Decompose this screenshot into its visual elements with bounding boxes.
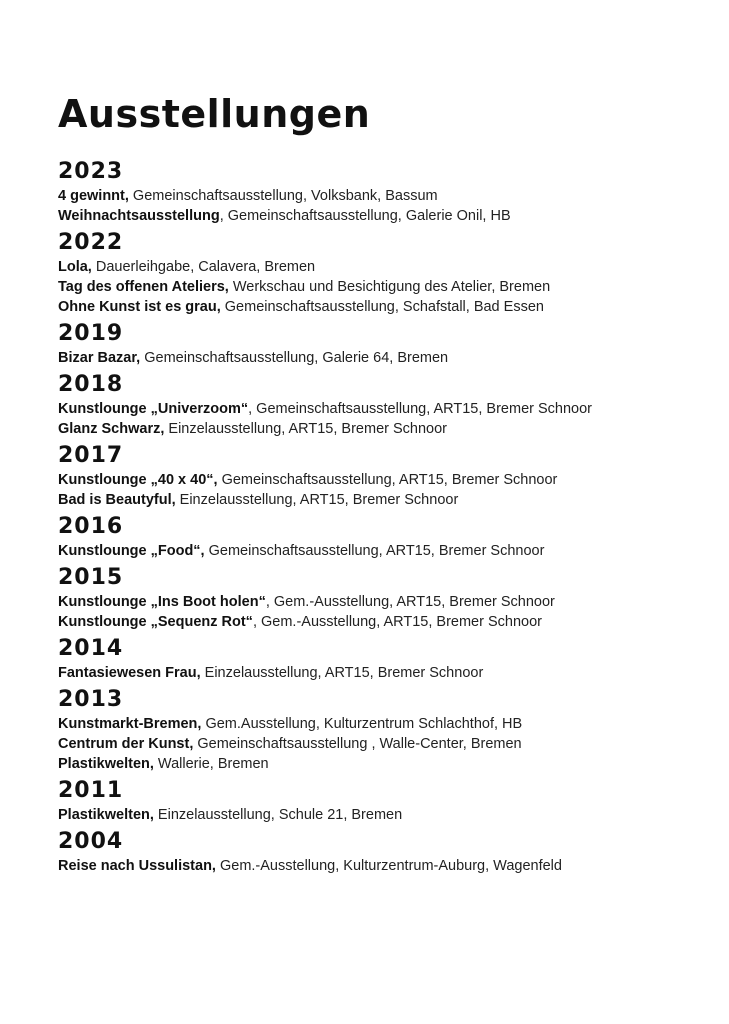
year-heading: 2022 bbox=[58, 230, 124, 255]
exhibition-detail: Gem.Ausstellung, Kulturzentrum Schlachthof, HB bbox=[201, 716, 523, 732]
exhibition-detail: Einzelausstellung, ART15, Bremer Schnoor bbox=[200, 665, 484, 681]
year-heading: 2019 bbox=[58, 321, 124, 346]
exhibition-detail: Einzelausstellung, ART15, Bremer Schnoor bbox=[164, 421, 448, 437]
exhibition-list bbox=[58, 158, 718, 879]
year-section bbox=[58, 320, 718, 368]
exhibition-name: Plastikwelten, bbox=[58, 756, 154, 772]
exhibition-entry bbox=[58, 206, 718, 226]
exhibition-entry bbox=[58, 399, 718, 419]
exhibition-detail: Gemeinschaftsausstellung , Walle-Center, Bremen bbox=[193, 736, 522, 752]
exhibition-entry bbox=[58, 714, 718, 734]
exhibition-name: Kunstlounge „Food“, bbox=[58, 543, 205, 559]
exhibition-name: Kunstlounge „Sequenz Rot“ bbox=[58, 614, 253, 630]
exhibition-detail: Einzelausstellung, ART15, Bremer Schnoor bbox=[175, 492, 459, 508]
exhibition-name: Reise nach Ussulistan, bbox=[58, 858, 216, 874]
exhibition-entry bbox=[58, 856, 718, 876]
exhibition-detail: Gemeinschaftsausstellung, ART15, Bremer Schnoor bbox=[204, 543, 545, 559]
exhibition-entry bbox=[58, 186, 718, 206]
year-section bbox=[58, 564, 718, 632]
year-heading: 2018 bbox=[58, 372, 124, 397]
exhibition-name: Plastikwelten, bbox=[58, 807, 154, 823]
exhibition-entry bbox=[58, 419, 718, 439]
exhibition-name: Lola, bbox=[58, 259, 92, 275]
exhibition-entry bbox=[58, 734, 718, 754]
exhibition-name: Kunstlounge „40 x 40“, bbox=[58, 472, 218, 488]
year-heading: 2023 bbox=[58, 159, 124, 184]
year-heading: 2013 bbox=[58, 687, 124, 712]
exhibition-detail: , Gem.-Ausstellung, ART15, Bremer Schnoor bbox=[252, 614, 542, 630]
exhibition-name: Bad is Beautyful, bbox=[58, 492, 176, 508]
year-heading: 2016 bbox=[58, 514, 124, 539]
exhibition-detail: , Gemeinschaftsausstellung, ART15, Bremer Schnoor bbox=[248, 401, 592, 417]
exhibition-name: Ohne Kunst ist es grau, bbox=[58, 299, 221, 315]
exhibition-entry bbox=[58, 257, 718, 277]
exhibition-entry bbox=[58, 297, 718, 317]
exhibition-detail: Gemeinschaftsausstellung, Volksbank, Bassum bbox=[128, 188, 438, 204]
exhibition-entry bbox=[58, 592, 718, 612]
exhibition-name: Bizar Bazar, bbox=[58, 350, 141, 366]
exhibition-name: Kunstlounge „Univerzoom“ bbox=[58, 401, 249, 417]
exhibition-entry bbox=[58, 470, 718, 490]
exhibition-detail: Einzelausstellung, Schule 21, Bremen bbox=[153, 807, 403, 823]
year-section bbox=[58, 371, 718, 439]
exhibition-detail: Dauerleihgabe, Calavera, Bremen bbox=[91, 259, 316, 275]
year-section bbox=[58, 513, 718, 561]
exhibition-detail: Gemeinschaftsausstellung, ART15, Bremer Schnoor bbox=[217, 472, 558, 488]
exhibition-entry bbox=[58, 754, 718, 774]
exhibition-name: Fantasiewesen Frau, bbox=[58, 665, 201, 681]
exhibition-name: Tag des offenen Ateliers, bbox=[58, 279, 229, 295]
exhibition-name: Weihnachtsausstellung bbox=[58, 208, 220, 224]
exhibition-entry bbox=[58, 612, 718, 632]
exhibition-detail: Gemeinschaftsausstellung, Schafstall, Bad Essen bbox=[220, 299, 544, 315]
year-section bbox=[58, 158, 718, 226]
year-section bbox=[58, 777, 718, 825]
year-section bbox=[58, 442, 718, 510]
page-title: Ausstellungen bbox=[58, 92, 371, 136]
exhibition-name: 4 gewinnt, bbox=[58, 188, 129, 204]
exhibition-name: Kunstlounge „Ins Boot holen“ bbox=[58, 594, 266, 610]
year-heading: 2011 bbox=[58, 778, 124, 803]
year-section bbox=[58, 635, 718, 683]
exhibition-entry bbox=[58, 277, 718, 297]
exhibition-entry bbox=[58, 348, 718, 368]
exhibition-entry bbox=[58, 805, 718, 825]
year-section bbox=[58, 686, 718, 774]
exhibition-detail: Gem.-Ausstellung, Kulturzentrum-Auburg, Wagenfeld bbox=[215, 858, 562, 874]
year-section bbox=[58, 229, 718, 317]
exhibition-detail: Wallerie, Bremen bbox=[153, 756, 269, 772]
exhibition-entry bbox=[58, 490, 718, 510]
exhibition-detail: , Gem.-Ausstellung, ART15, Bremer Schnoor bbox=[265, 594, 555, 610]
exhibition-name: Glanz Schwarz, bbox=[58, 421, 165, 437]
exhibition-detail: , Gemeinschaftsausstellung, Galerie Onil, HB bbox=[219, 208, 511, 224]
exhibition-detail: Gemeinschaftsausstellung, Galerie 64, Bremen bbox=[140, 350, 449, 366]
exhibition-name: Kunstmarkt-Bremen, bbox=[58, 716, 202, 732]
exhibition-entry bbox=[58, 663, 718, 683]
year-heading: 2004 bbox=[58, 829, 124, 854]
exhibition-name: Centrum der Kunst, bbox=[58, 736, 194, 752]
exhibition-entry bbox=[58, 541, 718, 561]
year-section bbox=[58, 828, 718, 876]
year-heading: 2015 bbox=[58, 565, 124, 590]
year-heading: 2014 bbox=[58, 636, 124, 661]
year-heading: 2017 bbox=[58, 443, 124, 468]
exhibition-detail: Werkschau und Besichtigung des Atelier, Bremen bbox=[228, 279, 551, 295]
